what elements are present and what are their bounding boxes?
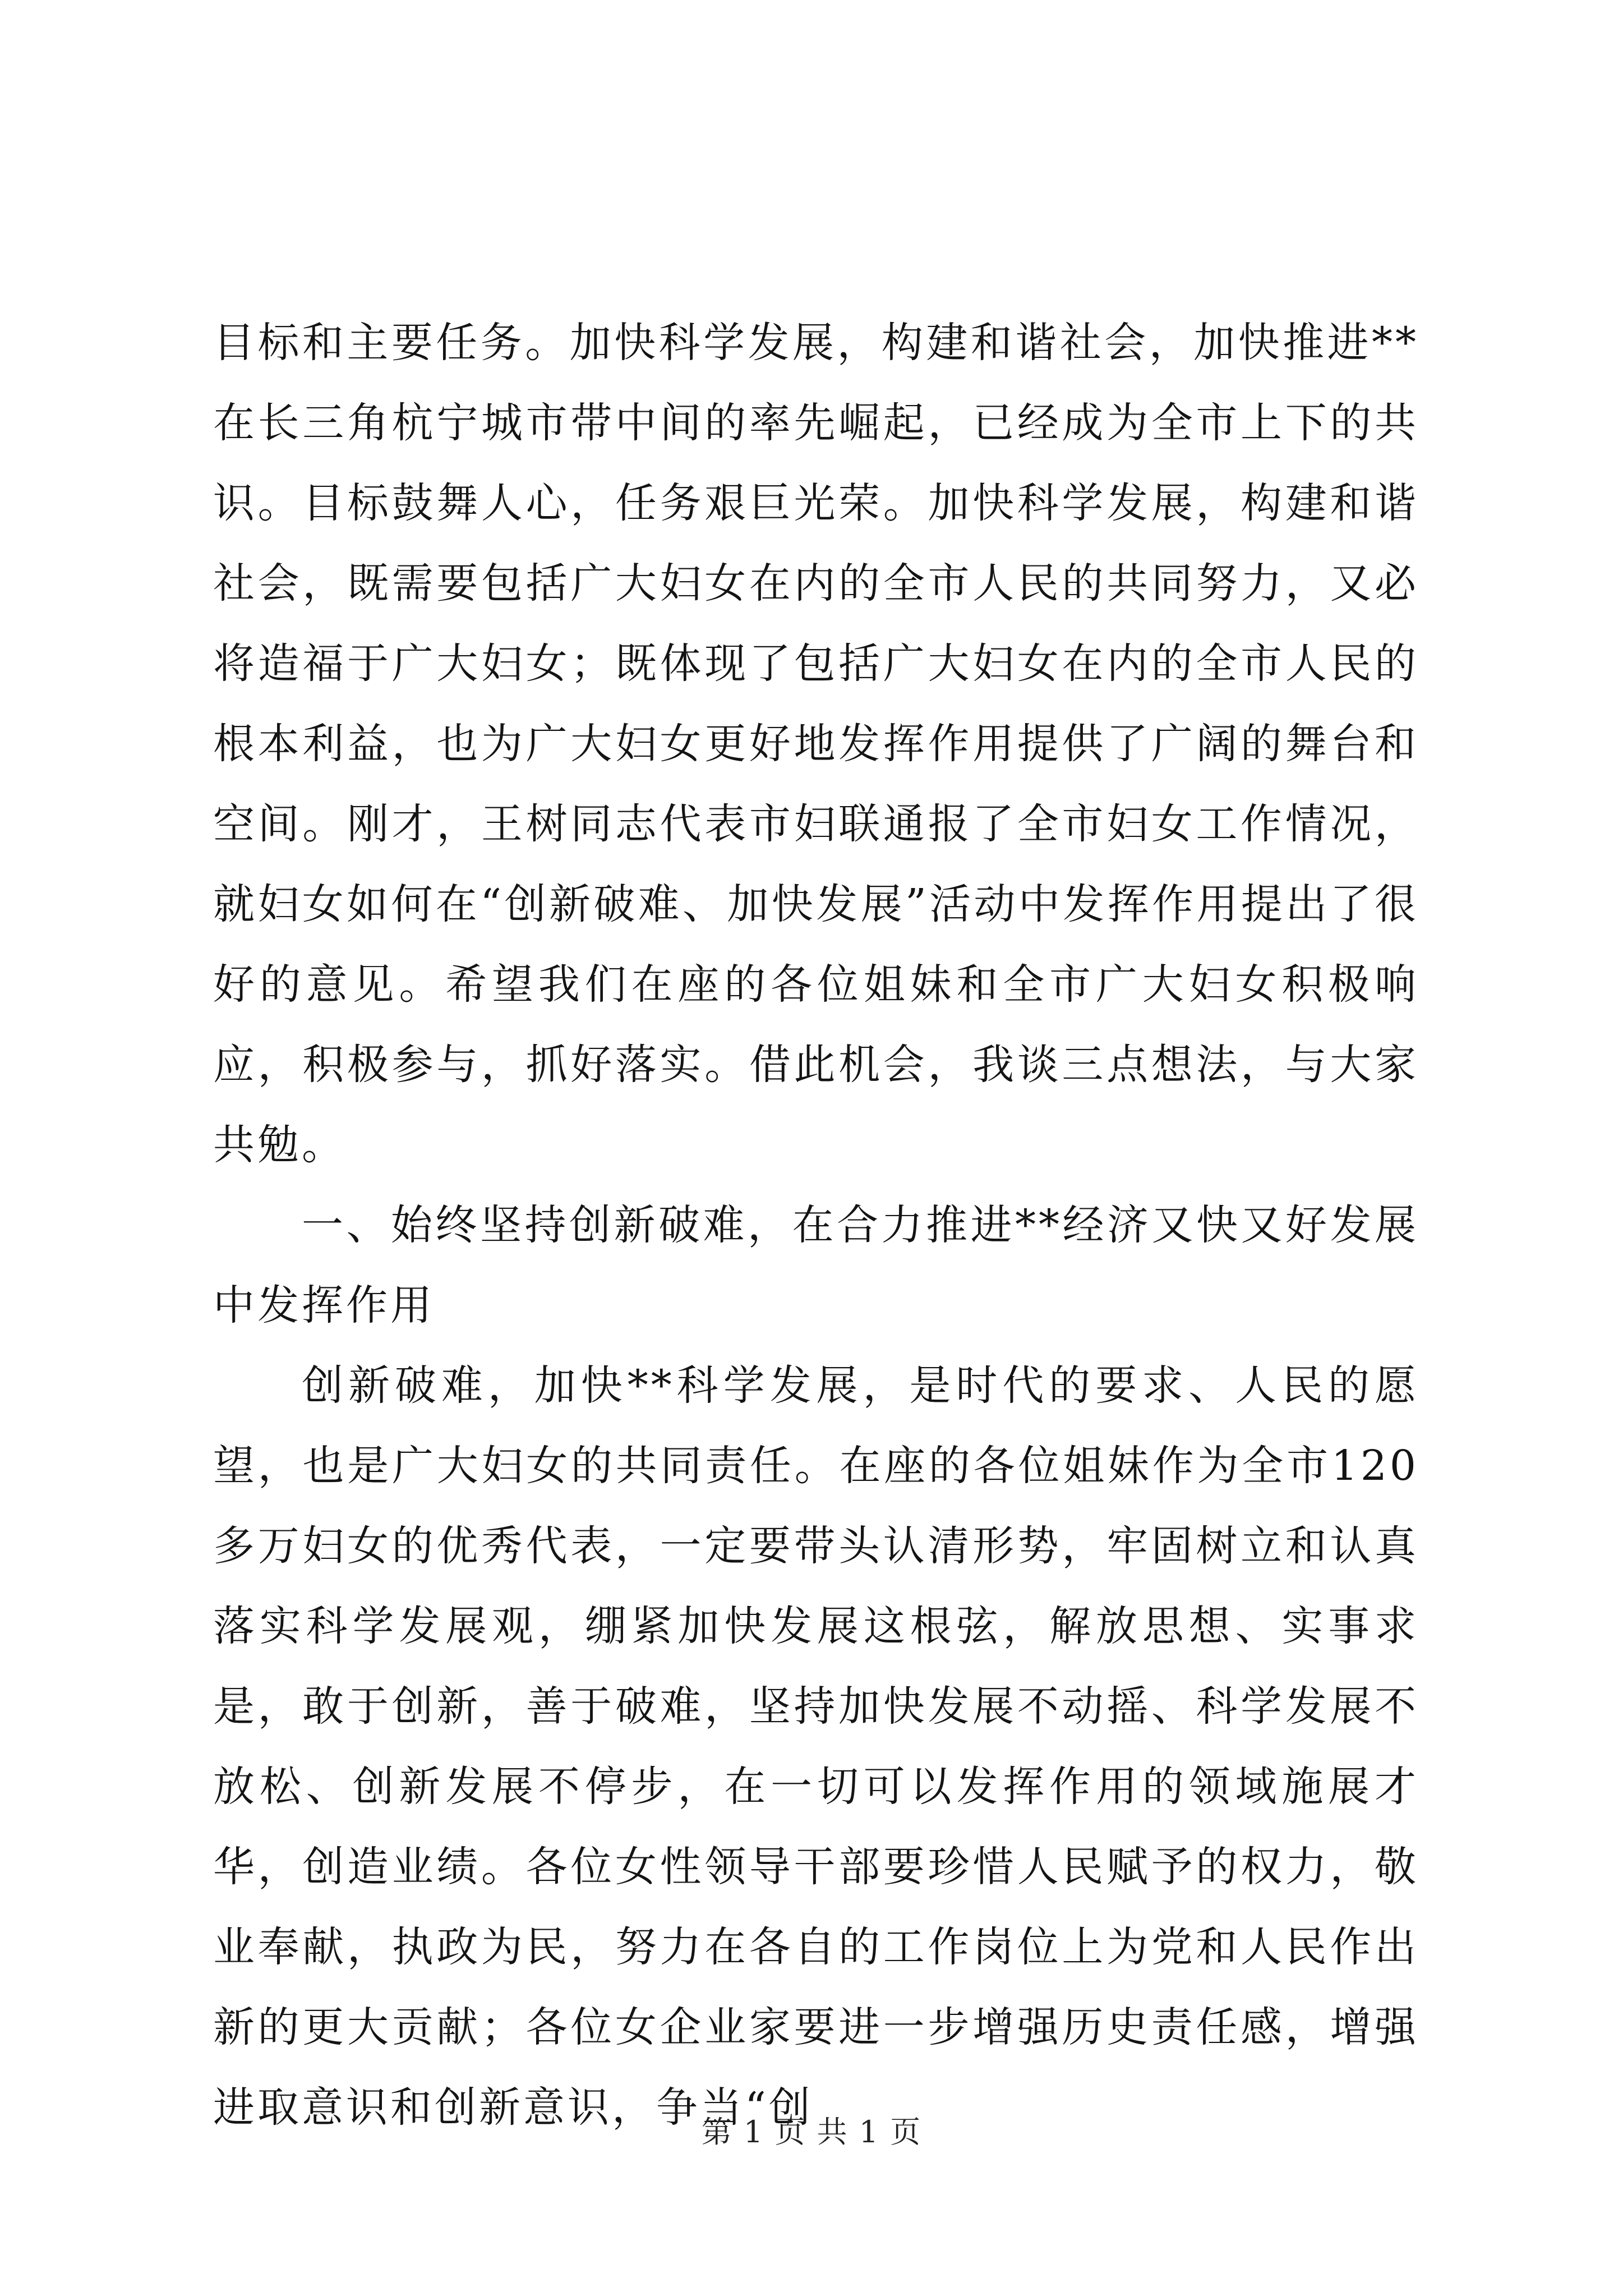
section-heading-one: 一、始终坚持创新破难，在合力推进**经济又快又好发展中发挥作用	[213, 1201, 1419, 1329]
paragraph-intro: 目标和主要任务。加快科学发展，构建和谐社会，加快推进**在长三角杭宁城市带中间的率先崛起，已经成为全市上下的共识。目标鼓舞人心，任务艰巨光荣。加快科学发展，构建和谐社会，既需要包括广大妇女在内的全市人民的共同努力，又必将造福于广大妇女；既体现了包括广大妇女在内的全市人民的根本利益，也为广大妇女更好地发挥作用提供了广阔的舞台和空间。刚才，王树同志代表市妇联通报了全市妇女工作情况，就妇女如何在“创新破难、加快发展”活动中发挥作用提出了很好的意见。希望我们在座的各位姐妹和全市广大妇女积极响应，积极参与，抓好落实。借此机会，我谈三点想法，与大家共勉。	[213, 319, 1419, 1169]
paragraph-section-one: 创新破难，加快**科学发展，是时代的要求、人民的愿望，也是广大妇女的共同责任。在座的各位姐妹作为全市120多万妇女的优秀代表，一定要带头认清形势，牢固树立和认真落实科学发展观，绷紧加快发展这根弦，解放思想、实事求是，敢于创新，善于破难，坚持加快发展不动摇、科学发展不放松、创新发展不停步，在一切可以发挥作用的领域施展才华，创造业绩。各位女性领导干部要珍惜人民赋予的权力，敬业奉献，执政为民，努力在各自的工作岗位上为党和人民作出新的更大贡献；各位女企业家要进一步增强历史责任感，增强进取意识和创新意识，争当“创	[213, 1361, 1419, 2132]
document-body	[213, 303, 1419, 2148]
page-footer: 第 1 页 共 1 页	[701, 2114, 922, 2150]
